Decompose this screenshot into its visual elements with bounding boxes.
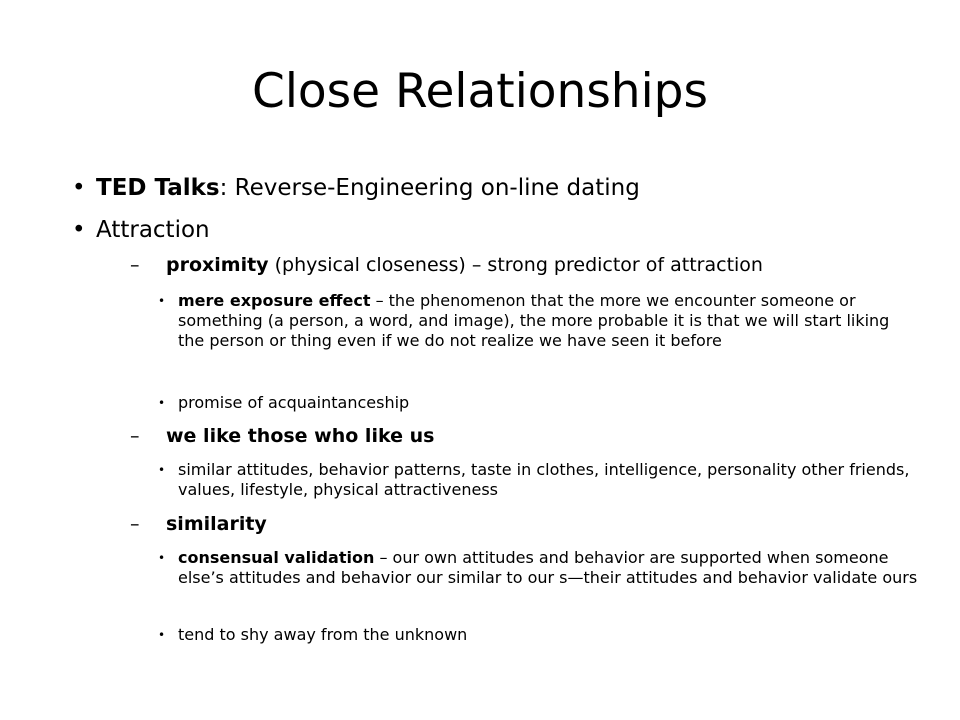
bullet-bold: similarity	[166, 513, 267, 535]
bullet-rest: – our own attitudes and behavior are supported when someone else’s attitudes and behavior our similar to our s—their attitudes and behavior validate ours	[178, 548, 918, 587]
bullet-rest: similar attitudes, behavior patterns, taste in clothes, intelligence, personality other friends, values, lifestyle, physical attractiveness	[178, 460, 910, 499]
dash-marker: –	[130, 254, 140, 276]
bullet-bold: proximity	[166, 254, 269, 276]
bullet-marker: •	[72, 217, 86, 243]
bullet-text	[178, 393, 918, 413]
dash-marker: –	[130, 513, 140, 535]
bullet-text	[96, 215, 916, 245]
slide-title: Close Relationships	[252, 64, 708, 119]
bullet-rest: – the phenomenon that the more we encounter someone or something (a person, a word, and image), the more probable it is that we will start liking the person or thing even if we do not realize we have seen it before	[178, 291, 890, 350]
bullet-text	[178, 625, 918, 645]
dash-marker: –	[130, 425, 140, 447]
bullet-bold: mere exposure effect	[178, 291, 371, 310]
bullet-marker: •	[158, 463, 166, 477]
bullet-marker: •	[158, 396, 166, 410]
bullet-marker: •	[158, 294, 166, 308]
bullet-marker: •	[158, 551, 166, 565]
bullet-text	[178, 460, 918, 500]
bullet-text	[178, 291, 918, 351]
bullet-marker: •	[72, 175, 86, 201]
bullet-rest: tend to shy away from the unknown	[178, 625, 468, 644]
bullet-text	[166, 511, 926, 537]
bullet-text	[178, 548, 918, 588]
bullet-marker: •	[158, 628, 166, 642]
bullet-text	[96, 173, 916, 203]
bullet-rest: : Reverse-Engineering on-line dating	[219, 175, 640, 201]
bullet-bold: consensual validation	[178, 548, 375, 567]
bullet-rest: Attraction	[96, 217, 210, 243]
bullet-text	[166, 252, 926, 278]
bullet-text	[166, 423, 926, 449]
bullet-bold: TED Talks	[96, 175, 220, 201]
bullet-rest: promise of acquaintanceship	[178, 393, 410, 412]
bullet-bold: we like those who like us	[166, 425, 435, 447]
bullet-rest: (physical closeness) – strong predictor of attraction	[268, 254, 763, 276]
